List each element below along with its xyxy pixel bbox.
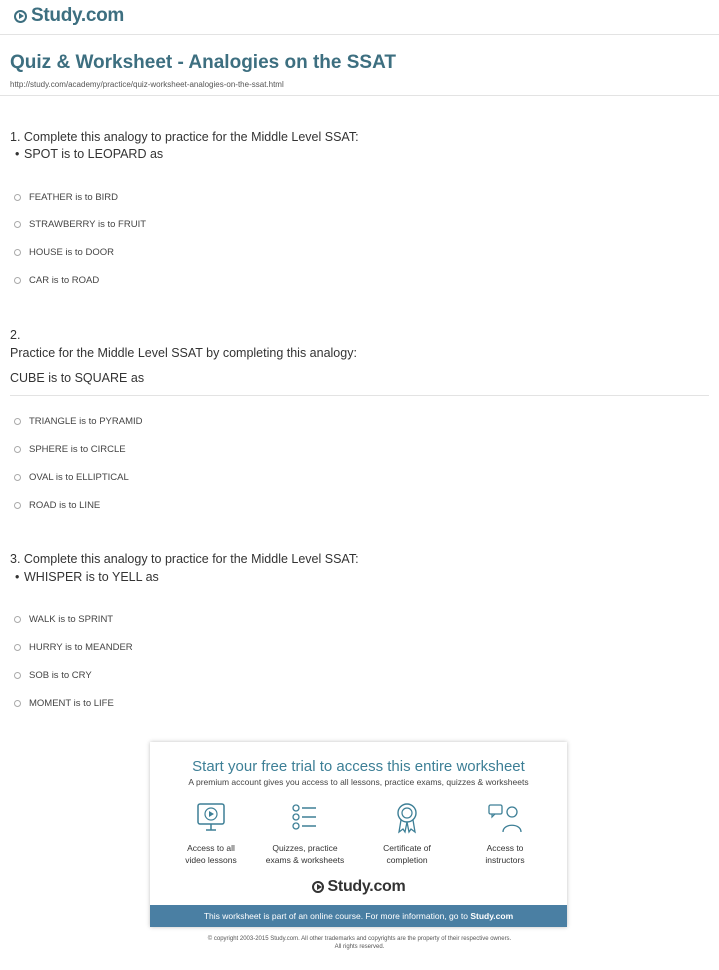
- logo-text: Study.com: [31, 5, 125, 26]
- promo-bar-link[interactable]: Study.com: [470, 911, 514, 921]
- feature-instructors: [460, 802, 550, 866]
- question-3-text: 3. Complete this analogy to practice for the Middle Level SSAT:: [10, 552, 359, 566]
- promo-logo-text: Study.com: [327, 878, 406, 895]
- question-2-prompt: CUBE is to SQUARE as: [10, 371, 145, 385]
- copyright-footer: [0, 935, 719, 951]
- radio-icon[interactable]: [14, 700, 21, 707]
- option-label: STRAWBERRY is to FRUIT: [29, 219, 147, 230]
- header-divider: [0, 34, 719, 35]
- question-3-option-3[interactable]: [14, 670, 92, 681]
- radio-icon[interactable]: [14, 249, 21, 256]
- option-label: CAR is to ROAD: [29, 275, 100, 286]
- title-divider: [0, 95, 719, 96]
- radio-icon[interactable]: [14, 446, 21, 453]
- radio-icon[interactable]: [14, 502, 21, 509]
- option-label: TRIANGLE is to PYRAMID: [29, 416, 143, 427]
- question-3-bullet: • WHISPER is to YELL as: [24, 570, 159, 584]
- feature-label-line2: instructors: [485, 855, 525, 865]
- question-1-bullet: • SPOT is to LEOPARD as: [24, 147, 163, 161]
- feature-label-line1: Access to: [486, 843, 524, 853]
- promo-heading[interactable]: Start your free trial to access this entire worksheet: [192, 758, 525, 775]
- question-3-option-2[interactable]: [14, 642, 133, 653]
- instructor-icon: [488, 802, 522, 834]
- option-label: HURRY is to MEANDER: [29, 642, 133, 653]
- option-label: SPHERE is to CIRCLE: [29, 444, 126, 455]
- question-3-option-1[interactable]: [14, 614, 113, 625]
- feature-label-line1: Quizzes, practice: [272, 843, 338, 853]
- question-2-option-4[interactable]: [14, 500, 100, 511]
- question-1-option-3[interactable]: [14, 247, 114, 258]
- page-url: http://study.com/academy/practice/quiz-worksheet-analogies-on-the-ssat.html: [10, 80, 284, 89]
- option-label: WALK is to SPRINT: [29, 614, 114, 625]
- option-label: FEATHER is to BIRD: [29, 192, 119, 203]
- feature-certificate: [362, 802, 452, 866]
- promo-bar-text: This worksheet is part of an online course. For more information, go to: [203, 911, 471, 921]
- certificate-icon: [392, 802, 422, 834]
- question-3-option-4[interactable]: [14, 698, 114, 709]
- feature-label-line2: exams & worksheets: [265, 855, 345, 865]
- radio-icon[interactable]: [14, 616, 21, 623]
- radio-icon[interactable]: [14, 672, 21, 679]
- premium-promo-box: [150, 742, 567, 927]
- radio-icon[interactable]: [14, 644, 21, 651]
- question-2-divider: [10, 395, 709, 396]
- copyright-line1: © copyright 2003-2015 Study.com. All other trademarks and copyrights are the property of their respective owners.: [207, 936, 512, 942]
- radio-icon[interactable]: [14, 418, 21, 425]
- copyright-line2: All rights reserved.: [334, 944, 385, 950]
- option-label: OVAL is to ELLIPTICAL: [29, 472, 129, 483]
- question-1-text: 1. Complete this analogy to practice for the Middle Level SSAT:: [10, 130, 359, 144]
- feature-label-line1: Access to all: [187, 843, 235, 853]
- play-logo-icon: [14, 10, 27, 23]
- promo-info-bar: [150, 905, 567, 927]
- study-logo[interactable]: [14, 5, 124, 27]
- question-2-text: Practice for the Middle Level SSAT by completing this analogy:: [10, 346, 357, 360]
- radio-icon[interactable]: [14, 277, 21, 284]
- option-label: HOUSE is to DOOR: [29, 247, 114, 258]
- option-label: MOMENT is to LIFE: [29, 698, 114, 709]
- radio-icon[interactable]: [14, 221, 21, 228]
- feature-label-line2: video lessons: [185, 855, 237, 865]
- play-logo-icon: [312, 881, 324, 893]
- question-2-option-1[interactable]: [14, 416, 143, 427]
- feature-quizzes: [260, 802, 350, 866]
- option-label: SOB is to CRY: [29, 670, 92, 681]
- question-2-number: 2.: [10, 328, 21, 342]
- video-lesson-icon: [196, 802, 226, 834]
- question-1-option-4[interactable]: [14, 275, 99, 286]
- question-1-option-2[interactable]: [14, 219, 146, 230]
- feature-label-line2: completion: [386, 855, 428, 865]
- question-2-option-3[interactable]: [14, 472, 129, 483]
- question-2-option-2[interactable]: [14, 444, 126, 455]
- quiz-list-icon: [290, 802, 320, 834]
- option-label: ROAD is to LINE: [29, 500, 101, 511]
- radio-icon[interactable]: [14, 474, 21, 481]
- feature-label-line1: Certificate of: [383, 843, 431, 853]
- promo-subheading: A premium account gives you access to all lessons, practice exams, quizzes & worksheets: [188, 777, 529, 787]
- feature-video-lessons: [166, 802, 256, 866]
- page-title: Quiz & Worksheet - Analogies on the SSAT: [10, 52, 397, 73]
- radio-icon[interactable]: [14, 194, 21, 201]
- question-1-option-1[interactable]: [14, 192, 118, 203]
- promo-study-logo[interactable]: [150, 878, 567, 896]
